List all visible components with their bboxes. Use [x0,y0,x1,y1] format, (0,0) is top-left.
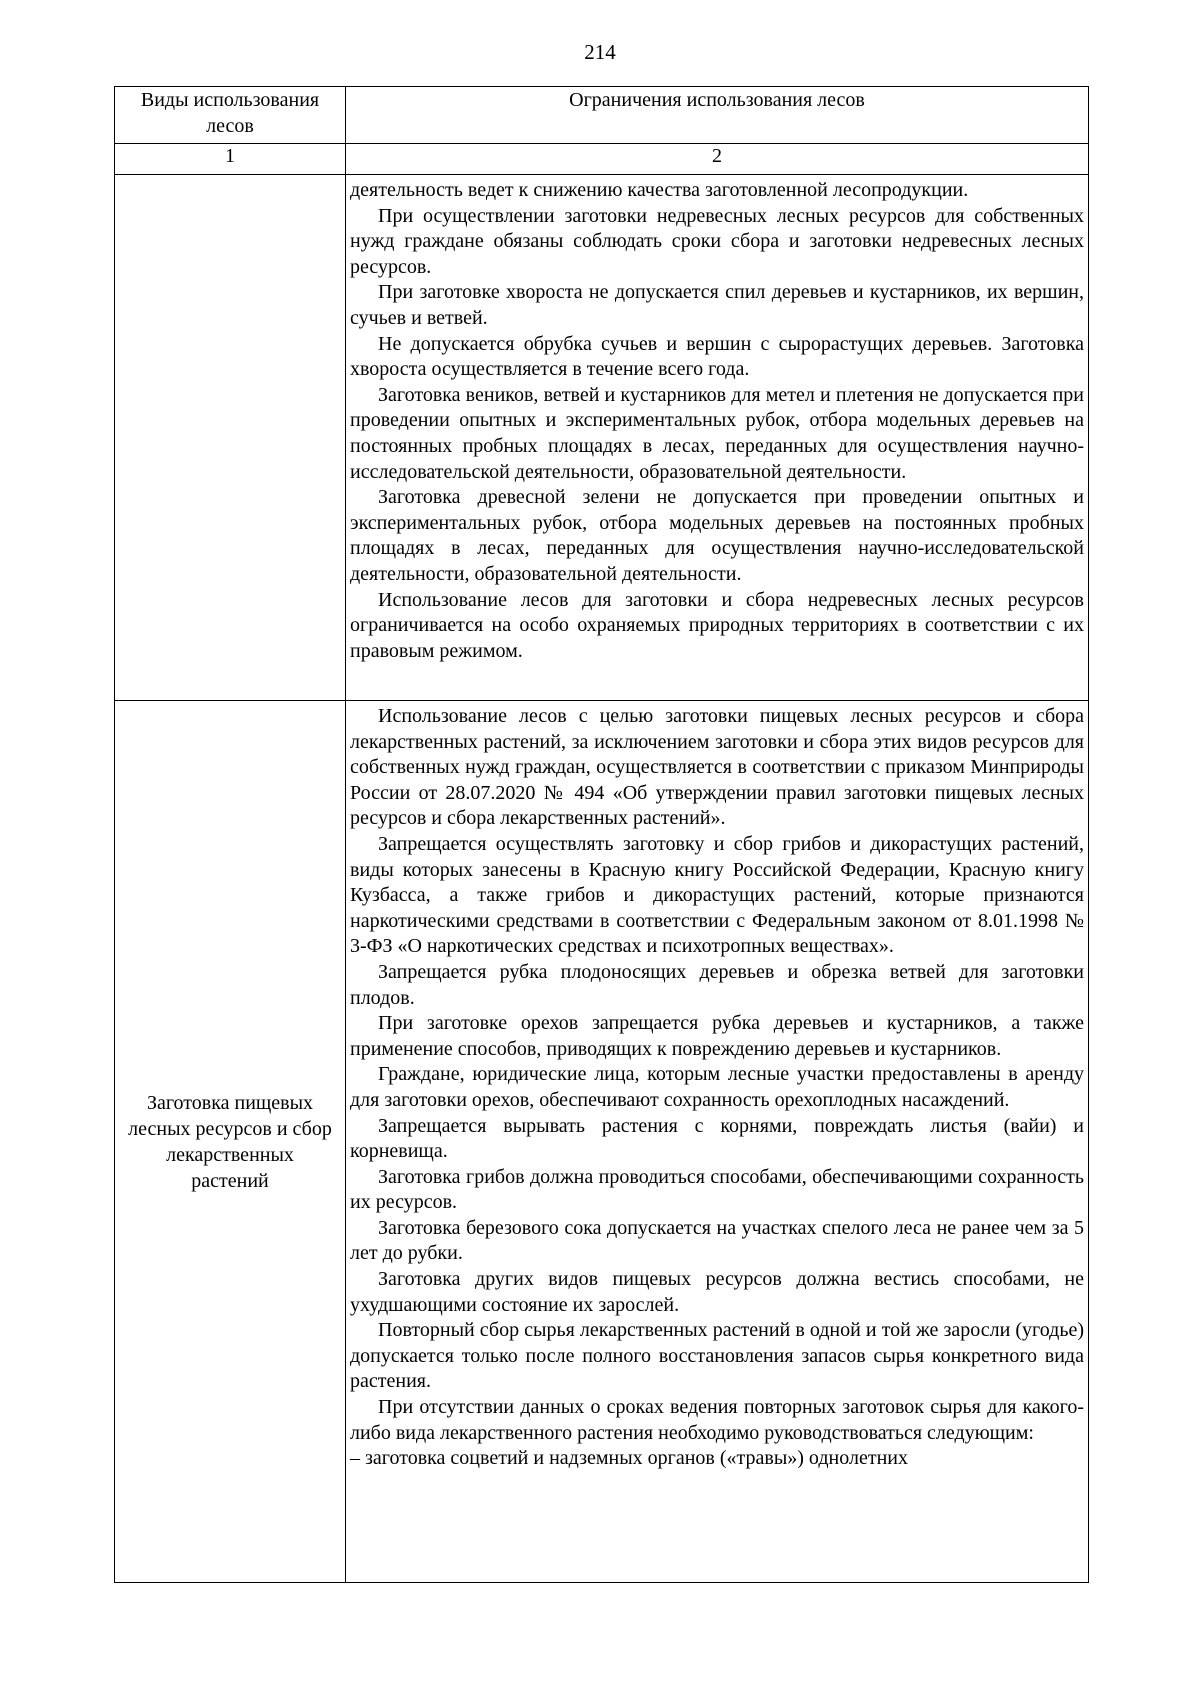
restriction-paragraph: Запрещается вырывать растения с корнями, повреждать листья (вайи) и корневища. [350,1114,1084,1163]
restriction-paragraph: деятельность ведет к снижению качества заготовленной лесопродукции. [350,179,969,201]
restriction-paragraph: Запрещается осуществлять заготовку и сбор грибов и дикорастущих растений, виды которых занесены в Красную книгу Российской Федерации, Красную книгу Кузбасса, а также грибов и дикорастущих растений, которые признаются наркотическими средствами в соответствии с Федеральным законом от 8.01.1998 № 3-ФЗ «О наркотических средствах и психотропных веществах». [350,832,1084,958]
header-usage-types: Виды использования лесов [115,87,346,144]
restriction-paragraph: При заготовке хвороста не допускается спил деревьев и кустарников, их вершин, сучьев и ветвей. [350,281,1084,329]
column-number-row [115,144,1089,175]
restriction-paragraph: Запрещается рубка плодоносящих деревьев и обрезка ветвей для заготовки плодов. [350,960,1084,1009]
restriction-paragraph: При заготовке орехов запрещается рубка деревьев и кустарников, а также применение способов, приводящих к повреждению деревьев и кустарников. [350,1012,1084,1060]
restriction-paragraph: Заготовка веников, ветвей и кустарников для метел и плетения не допускается при проведении опытных и экспериментальных рубок, отбора модельных деревьев на постоянных пробных площадях в лесах, переданных для осуществления научно-исследовательской деятельности, образовательной деятельности. [350,383,1084,483]
restrictions-cell [346,175,1089,701]
usage-type-cell [115,175,346,701]
usage-type-cell: Заготовка пищевых лесных ресурсов и сбор лекарственных растений [115,701,346,1583]
restriction-list-item: – заготовка соцветий и надземных органов («травы») однолетних [350,1447,908,1470]
page-number: 214 [584,40,616,64]
restriction-paragraph: Граждане, юридические лица, которым лесные участки предоставлены в аренду для заготовки орехов, обеспечивают сохранность орехоплодных насаждений. [350,1063,1084,1111]
column-number-1: 1 [115,144,346,175]
restriction-paragraph: Использование лесов с целью заготовки пищевых лесных ресурсов и сбора лекарственных растений, за исключением заготовки и сбора этих видов ресурсов для собственных нужд граждан, осуществляется в соответствии с приказом Минприроды России от 28.07.2020 № 494 «Об утверждении правил заготовки пищевых лесных ресурсов и сбора лекарственных растений». [350,705,1084,830]
table-row [115,701,1089,1583]
restriction-paragraph: Заготовка грибов должна проводиться способами, обеспечивающими сохранность их ресурсов. [350,1165,1084,1214]
column-number-2: 2 [346,144,1089,175]
restriction-paragraph: Заготовка древесной зелени не допускается при проведении опытных и экспериментальных рубок, отбора модельных деревьев на постоянных пробных площадях в лесах, переданных для осуществления научно-исследовательской деятельности, образовательной деятельности. [350,486,1084,585]
restriction-paragraph: Заготовка березового сока допускается на участках спелого леса не ранее чем за 5 лет до рубки. [350,1216,1084,1265]
restriction-paragraph: При осуществлении заготовки недревесных лесных ресурсов для собственных нужд граждане обязаны соблюдать сроки сбора и заготовки недревесных лесных ресурсов. [350,204,1084,278]
table-header-row [115,87,1089,144]
forest-use-restrictions-table [114,86,1089,1583]
restriction-paragraph: Повторный сбор сырья лекарственных растений в одной и той же заросли (угодье) допускается только после полного восстановления запасов сырья конкретного вида растения. [350,1319,1084,1393]
restriction-paragraph: При отсутствии данных о сроках ведения повторных заготовок сырья для какого-либо вида лекарственного растения необходимо руководствоваться следующим: [350,1396,1084,1444]
restriction-paragraph: Не допускается обрубка сучьев и вершин с сырорастущих деревьев. Заготовка хвороста осуществляется в течение всего года. [350,332,1084,381]
restrictions-cell [346,701,1089,1583]
header-restrictions: Ограничения использования лесов [346,87,1089,144]
restriction-paragraph: Заготовка других видов пищевых ресурсов должна вестись способами, не ухудшающими состояние их зарослей. [350,1268,1084,1316]
table-row [115,175,1089,701]
restriction-paragraph: Использование лесов для заготовки и сбора недревесных лесных ресурсов ограничивается на особо охраняемых природных территориях в соответствии с их правовым режимом. [350,588,1084,662]
